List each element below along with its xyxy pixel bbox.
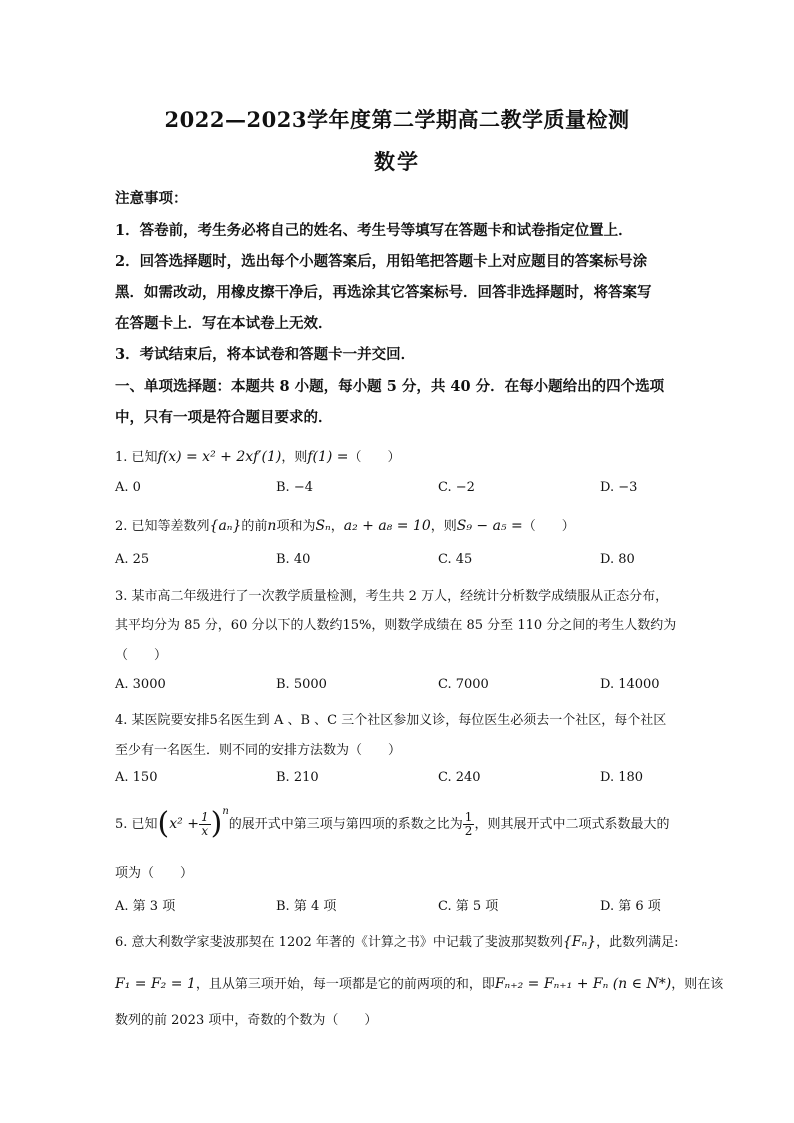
notice-item-1: 1．答卷前，考生务必将自己的姓名、考生号等填写在答题卡和试卷指定位置上． <box>115 222 633 239</box>
question-6-cont <box>115 973 724 992</box>
question-4: 4. 某医院要安排5名医生到 A 、B 、C 三个社区参加义诊，每位医生必须去一个社区，每个社区 <box>115 713 667 728</box>
q5-mid: 的展开式中第三项与第四项的系数之比为 <box>228 817 463 832</box>
section1-heading: 一、单项选择题：本题共 8 小题，每小题 5 分，共 40 分．在每小题给出的四个选项 <box>115 378 665 395</box>
q1-mid: ，则 <box>281 450 308 465</box>
notice-item-2-cont: 黑．如需改动，用橡皮擦干净后，再选涂其它答案标号．回答非选择题时，将答案写 <box>115 284 652 301</box>
q3-option-a: A. 3000 <box>115 677 166 692</box>
q2-n: n <box>267 518 277 534</box>
q6-line2-mid: ，且从第三项开始，每一项都是它的前两项的和，即 <box>195 977 495 992</box>
q5-ratio-den: 2 <box>464 824 473 838</box>
q2-expr: {aₙ} <box>209 518 242 534</box>
q1-expr: f(x) = x² + 2xf′(1) <box>157 449 282 465</box>
q3-option-b: B. 5000 <box>276 677 327 692</box>
q4-option-a: A. 150 <box>115 770 158 785</box>
q4-option-d: D. 180 <box>600 770 644 785</box>
q2-expr2: Sₙ <box>315 518 331 534</box>
q6-line1-suffix: ，此数列满足: <box>596 935 679 950</box>
section1-heading-cont: 中，只有一项是符合题目要求的． <box>115 409 333 426</box>
q5-frac-den: x <box>201 823 209 838</box>
q6-line1-expr: {Fₙ} <box>562 934 597 950</box>
q1-option-a: A. 0 <box>115 480 141 495</box>
exam-title: 2022—2023学年度第二学期高二教学质量检测 <box>164 107 630 132</box>
q6-line2-suffix: ，则在该 <box>671 977 724 992</box>
question-2 <box>115 515 700 534</box>
q5-prefix: 5. 已知 <box>115 817 158 832</box>
notice-item-2: 2．回答选择题时，选出每个小题答案后，用铅笔把答题卡上对应题目的答案标号涂 <box>115 253 648 270</box>
q5-ratio-num: 1 <box>464 810 473 824</box>
q5-base: x² + <box>169 816 199 832</box>
q4-option-c: C. 240 <box>438 770 481 785</box>
q5-ratio <box>463 811 475 838</box>
q1-option-b: B. −4 <box>276 480 313 495</box>
notice-item-2-end: 在答题卡上．写在本试卷上无效． <box>115 315 333 332</box>
q6-line2-expr2: Fₙ₊₂ = Fₙ₊₁ + Fₙ (n ∈ N*) <box>494 976 672 992</box>
question-3-cont: 其平均分为 85 分，60 分以下的人数约15%，则数学成绩在 85 分至 110 分之间的考生人数约为 <box>115 618 677 633</box>
q2-expr3: a₂ + a₈ = 10 <box>343 518 431 534</box>
q5-suffix: ，则其展开式中二项式系数最大的 <box>474 817 670 832</box>
q5-frac-num: 1 <box>200 809 209 824</box>
q5-binomial: (x² + $\frac{1}{x}$ )$^n$ <box>157 806 229 841</box>
q1-option-c: C. −2 <box>438 480 475 495</box>
q1-prefix: 1. 已知 <box>115 450 158 465</box>
q6-line1-prefix: 6. 意大利数学家斐波那契在 1202 年著的《计算之书》中记载了斐波那契数列 <box>115 935 563 950</box>
question-5 <box>115 806 700 839</box>
q2-option-b: B. 40 <box>276 552 311 567</box>
question-5-cont: 项为（ ） <box>115 866 194 881</box>
q5-option-b: B. 第 4 项 <box>276 899 337 914</box>
q1-expr2: f(1) = <box>307 449 349 465</box>
q2-prefix: 2. 已知等差数列 <box>115 519 210 534</box>
question-1 <box>115 446 700 465</box>
q3-option-c: C. 7000 <box>438 677 489 692</box>
q2-expr4: S₉ − a₅ = <box>456 518 523 534</box>
q2-mid3: ，则 <box>430 519 457 534</box>
q2-option-c: C. 45 <box>438 552 473 567</box>
q5-exponent: n <box>222 806 229 817</box>
q1-suffix: （ ） <box>348 450 401 465</box>
q2-mid: 的前 <box>241 519 268 534</box>
notice-item-3: 3．考试结束后，将本试卷和答题卡一并交回． <box>115 346 416 363</box>
question-4-cont: 至少有一名医生．则不同的安排方法数为（ ） <box>115 743 402 758</box>
q3-option-d: D. 14000 <box>600 677 660 692</box>
question-6 <box>115 931 700 950</box>
q2-mid2: 项和为 <box>276 519 316 534</box>
question-6-end: 数列的前 2023 项中，奇数的个数为（ ） <box>115 1013 378 1028</box>
exam-subject: 数学 <box>374 149 420 174</box>
q5-fraction <box>199 811 211 838</box>
question-3: 3. 某市高二年级进行了一次教学质量检测，考生共 2 万人，经统计分析数学成绩服从正态分布， <box>115 589 669 604</box>
q5-option-a: A. 第 3 项 <box>115 899 176 914</box>
q2-comma: ， <box>330 519 344 534</box>
q5-option-c: C. 第 5 项 <box>438 899 499 914</box>
question-3-blank: （ ） <box>115 648 168 663</box>
q2-suffix: （ ） <box>522 519 575 534</box>
q5-option-d: D. 第 6 项 <box>600 899 661 914</box>
q2-option-a: A. 25 <box>115 552 150 567</box>
notice-heading: 注意事项： <box>115 190 188 207</box>
q2-option-d: D. 80 <box>600 552 635 567</box>
q4-option-b: B. 210 <box>276 770 319 785</box>
q1-option-d: D. −3 <box>600 480 638 495</box>
q6-line2-expr: F₁ = F₂ = 1 <box>115 976 196 992</box>
